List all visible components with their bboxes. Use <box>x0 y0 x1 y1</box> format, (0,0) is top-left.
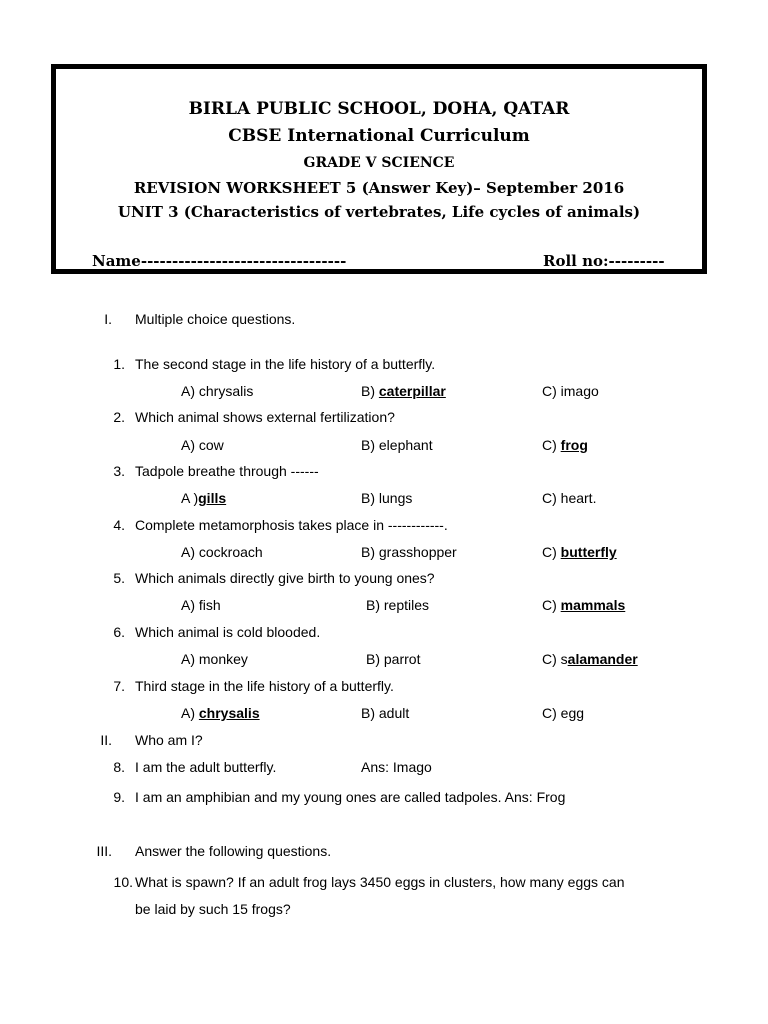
section-title: Multiple choice questions. <box>135 311 296 327</box>
option-b: B) caterpillar <box>361 383 446 399</box>
section-numeral: III. <box>96 843 112 859</box>
question-text: The second stage in the life history of a butterfly. <box>135 356 436 372</box>
option-b: B) reptiles <box>366 597 430 613</box>
correct-answer: mammals <box>560 597 626 613</box>
curriculum-title: CBSE International Curriculum <box>228 126 530 146</box>
question-number: 5. <box>113 570 125 586</box>
question-text: Which animal shows external fertilization? <box>135 409 395 425</box>
question-number: 4. <box>113 517 125 533</box>
question-number: 6. <box>113 624 125 640</box>
option-b: B) lungs <box>361 490 413 506</box>
question-text-continued: be laid by such 15 frogs? <box>135 901 291 917</box>
section-title: Answer the following questions. <box>135 843 332 859</box>
question-text: Complete metamorphosis takes place in ------------. <box>135 517 448 533</box>
name-field-label: Name--------------------------------- <box>92 252 347 270</box>
correct-answer: frog <box>560 437 588 453</box>
option-c: C) butterfly <box>542 544 617 560</box>
option-c: C) frog <box>542 437 588 453</box>
option-a: A) chrysalis <box>181 705 260 721</box>
question-number: 2. <box>113 409 125 425</box>
question-text: I am an amphibian and my young ones are called tadpoles. Ans: Frog <box>135 789 566 805</box>
unit-title: UNIT 3 (Characteristics of vertebrates, Life cycles of animals) <box>117 203 641 221</box>
option-a: A )gills <box>181 490 227 506</box>
option-b: B) adult <box>361 705 410 721</box>
answer-text: Ans: Imago <box>361 759 432 775</box>
option-b: B) elephant <box>361 437 433 453</box>
grade-title: GRADE V SCIENCE <box>303 155 455 171</box>
worksheet-title: REVISION WORKSHEET 5 (Answer Key)– September 2016 <box>133 179 625 197</box>
option-a: A) cockroach <box>181 544 263 560</box>
header-box <box>51 64 707 274</box>
option-a: A) monkey <box>181 651 248 667</box>
section-numeral: II. <box>100 732 112 748</box>
option-b: B) parrot <box>366 651 421 667</box>
option-c: C) egg <box>542 705 585 721</box>
question-number: 7. <box>113 678 125 694</box>
question-number: 1. <box>113 356 125 372</box>
correct-answer: chrysalis <box>198 705 260 721</box>
question-text: Tadpole breathe through ------ <box>135 463 319 479</box>
correct-answer: alamander <box>567 651 638 667</box>
correct-answer: gills <box>198 490 227 506</box>
question-number: 9. <box>113 789 125 805</box>
school-name: BIRLA PUBLIC SCHOOL, DOHA, QATAR <box>188 99 570 119</box>
roll-field-label: Roll no:--------- <box>543 252 665 270</box>
option-c: C) imago <box>542 383 599 399</box>
option-b: B) grasshopper <box>361 544 457 560</box>
question-text: I am the adult butterfly. <box>135 759 277 775</box>
question-text: Which animal is cold blooded. <box>135 624 321 640</box>
option-c: C) mammals <box>542 597 626 613</box>
option-a: A) fish <box>181 597 221 613</box>
option-c: C) salamander <box>542 651 638 667</box>
option-a: A) cow <box>181 437 224 453</box>
question-number: 10. <box>113 874 133 890</box>
question-text: What is spawn? If an adult frog lays 3450 eggs in clusters, how many eggs can <box>135 874 625 890</box>
option-c: C) heart. <box>542 490 597 506</box>
section-numeral: I. <box>104 311 112 327</box>
question-number: 8. <box>113 759 125 775</box>
section-title: Who am I? <box>135 732 203 748</box>
correct-answer: caterpillar <box>378 383 446 399</box>
option-a: A) chrysalis <box>181 383 254 399</box>
question-number: 3. <box>113 463 125 479</box>
question-text: Which animals directly give birth to young ones? <box>135 570 435 586</box>
correct-answer: butterfly <box>560 544 617 560</box>
question-text: Third stage in the life history of a butterfly. <box>135 678 394 694</box>
